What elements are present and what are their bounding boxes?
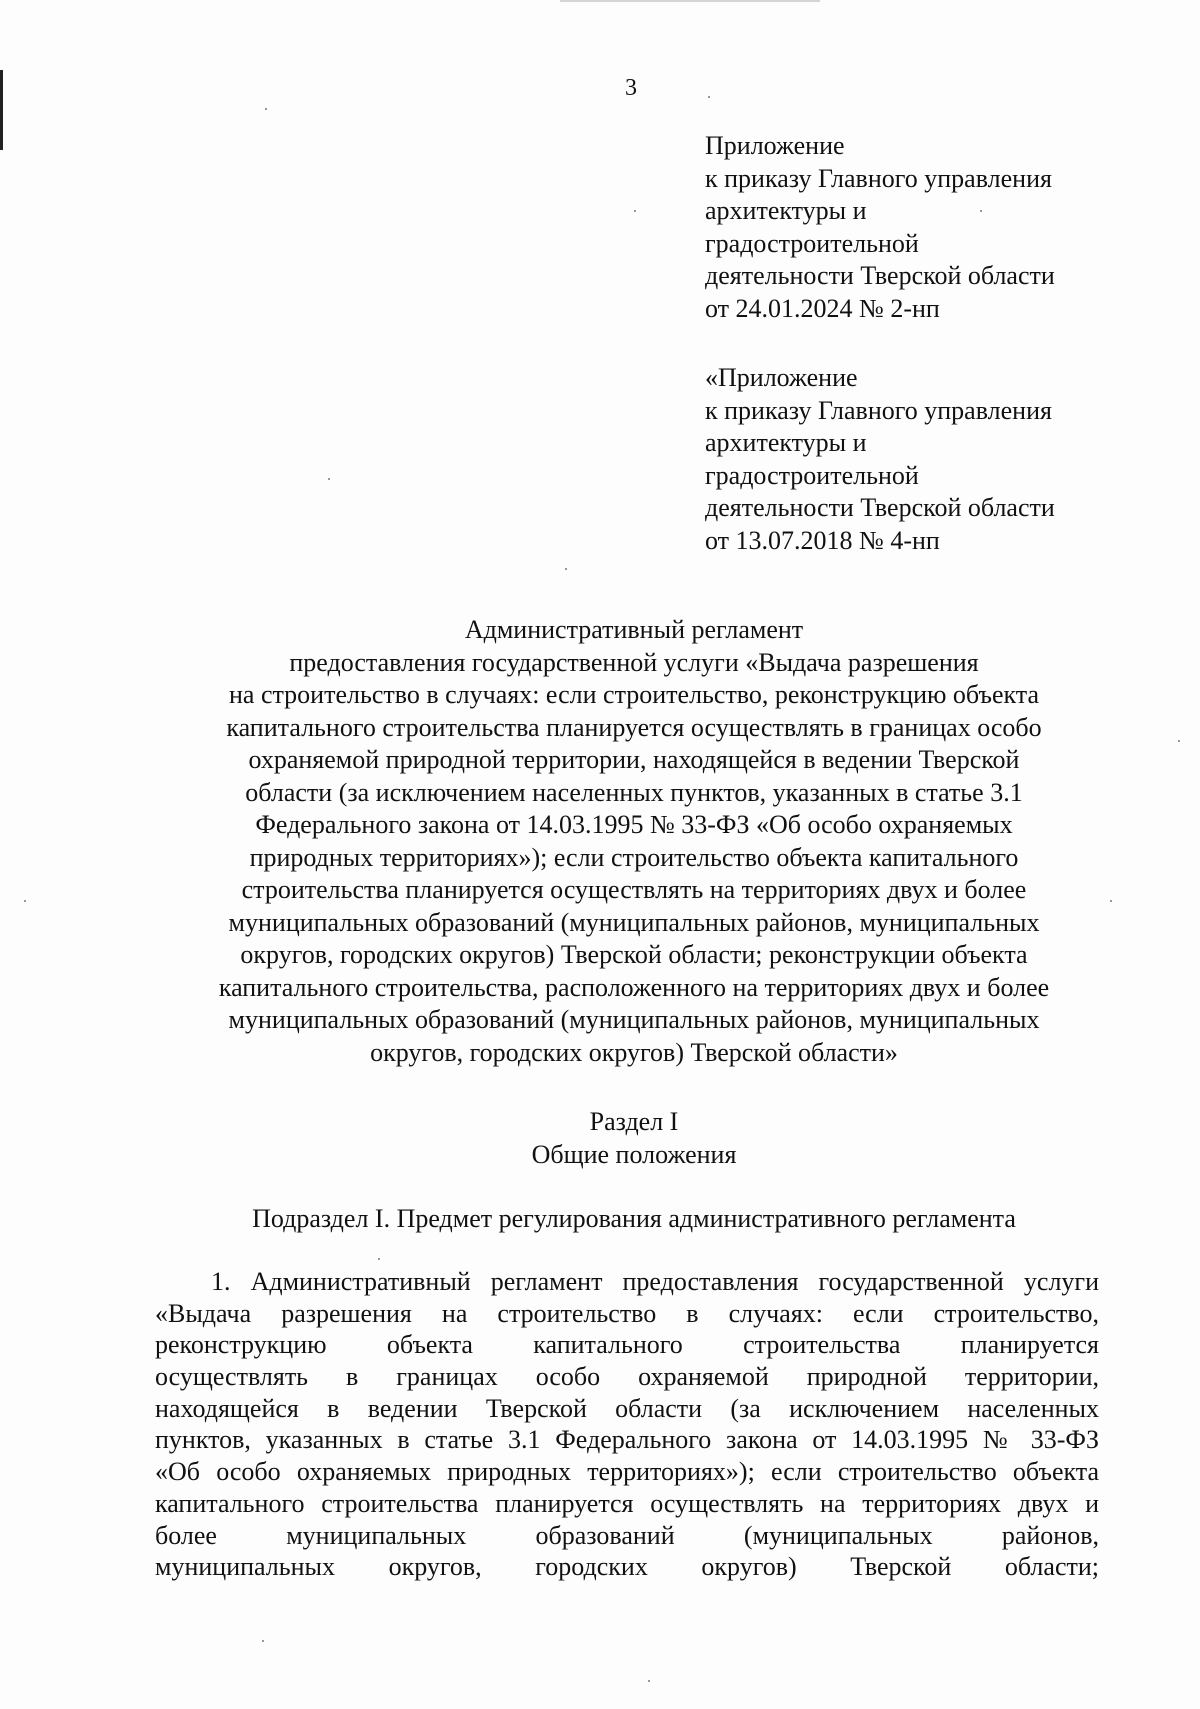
scan-speck [980,210,982,212]
paragraph-line: «Выдача разрешения на строительство в случаях: если строительство, [155,1298,1099,1328]
appendix-line: Приложение [705,131,845,160]
scan-top-mark [560,0,820,2]
paragraph-1 [155,1266,1099,1583]
scan-speck [265,108,267,110]
subsection-title: Подраздел I. Предмет регулирования административного регламента [252,1204,1016,1233]
appendix-header-current [705,130,1135,325]
title-line: Административный регламент [464,615,804,644]
paragraph-line: 1. Административный регламент предоставления государственной услуги [211,1267,1099,1296]
appendix-line: архитектуры и [705,196,867,225]
appendix-line: градостроительной [705,460,919,490]
appendix-line: деятельности Тверской области [705,493,1055,522]
paragraph-line: находящейся в ведении Тверской области (за исключением населенных [155,1393,1099,1423]
scan-speck [262,1640,264,1642]
paragraph-line: реконструкцию объекта капитального строительства планируется [155,1330,1099,1360]
paragraph-line: «Об особо охраняемых природных территориях»); если строительство объекта [155,1457,1099,1487]
section-number: Раздел I [589,1107,679,1136]
appendix-line: деятельности Тверской области [705,261,1055,290]
title-line: округов, городских округов) Тверской области» [370,1037,898,1067]
section-title: Общие положения [531,1140,737,1169]
title-line: капитального строительства, расположенного на территориях двух и более [218,972,1050,1002]
appendix-line: «Приложение [705,363,858,392]
appendix-line: к приказу Главного управления [705,395,1052,425]
title-line: муниципальных образований (муниципальных районов, муниципальных [228,907,1040,937]
title-line: природных территориях»); если строительство объекта капитального [249,842,1019,872]
scan-speck [634,210,636,212]
title-line: строительства планируется осуществлять на территориях двух и более [241,875,1027,904]
document-title [150,614,1118,1069]
title-line: Федерального закона от 14.03.1995 № 33-ФЗ «Об особо охраняемых [255,810,1013,839]
title-line: предоставления государственной услуги «Выдача разрешения [289,647,979,677]
page-number: 3 [625,75,637,101]
appendix-line: от 24.01.2024 № 2-нп [705,293,940,323]
scan-speck [378,1258,380,1260]
scan-speck [328,478,330,480]
appendix-line: градостроительной [705,228,919,258]
appendix-line: к приказу Главного управления [705,163,1052,193]
paragraph-line: пунктов, указанных в статье 3.1 Федерального закона от 14.03.1995 № 33-ФЗ [155,1425,1099,1455]
appendix-header-previous [705,362,1135,557]
paragraph-line: капитального строительства планируется осуществлять на территориях двух и [155,1488,1099,1518]
paragraph-line: муниципальных округов, городских округов) Тверской области; [155,1552,1099,1582]
paragraph-line: осуществлять в границах особо охраняемой природной территории, [155,1362,1099,1392]
appendix-line: от 13.07.2018 № 4-нп [705,525,940,555]
section-heading [150,1105,1118,1171]
scan-speck [708,96,710,98]
title-line: капитального строительства планируется осуществлять в границах особо [226,712,1042,742]
scan-speck [565,568,567,570]
title-line: на строительство в случаях: если строительство, реконструкцию объекта [229,680,1039,709]
appendix-line: архитектуры и [705,428,867,457]
scan-speck [24,900,26,902]
scan-speck [648,1680,650,1682]
title-line: округов, городских округов) Тверской области; реконструкции объекта [240,940,1028,969]
scan-speck [1110,900,1112,902]
paragraph-line: более муниципальных образований (муниципальных районов, [155,1520,1099,1550]
scan-speck [1178,740,1180,742]
title-line: области (за исключением населенных пунктов, указанных в статье 3.1 [245,777,1023,807]
title-line: охраняемой природной территории, находящейся в ведении Тверской [248,745,1020,774]
title-line: муниципальных образований (муниципальных районов, муниципальных [228,1005,1040,1034]
